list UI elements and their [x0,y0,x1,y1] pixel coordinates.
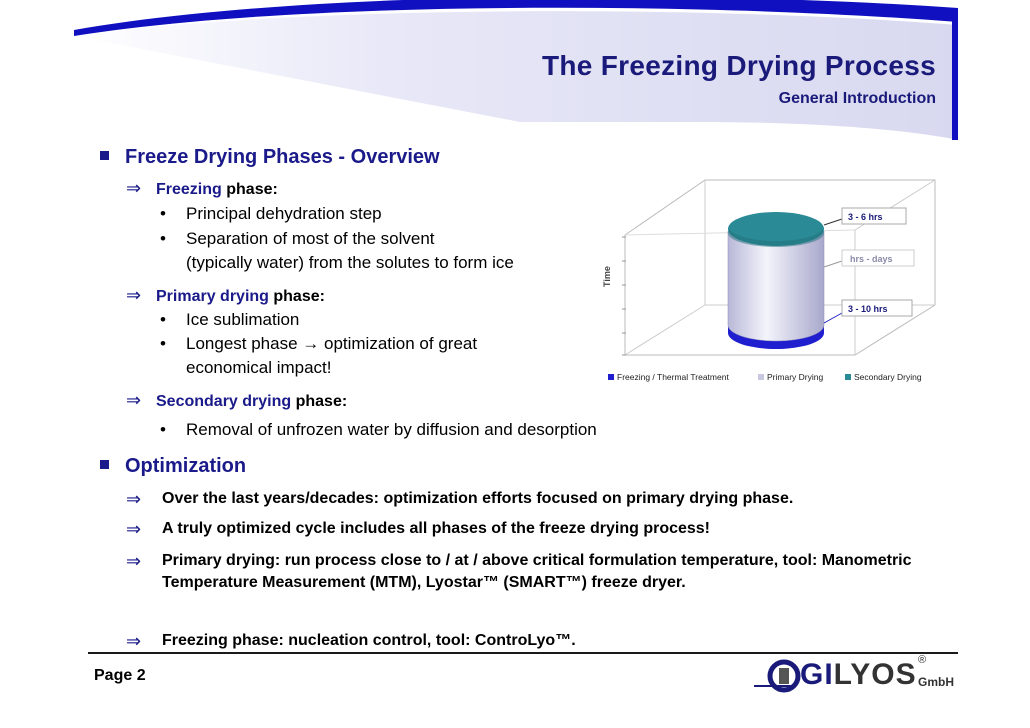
freezing-phase-heading: ⇒ Freezing phase: [126,178,278,198]
list-item: ⇒ Freezing phase: nucleation control, tool: ControLyo™. [126,631,576,651]
right-arrow-icon: → [302,334,320,353]
legend-primary: Primary Drying [767,372,824,382]
page-number: Page 2 [94,667,146,684]
list-item: • Ice sublimation [160,310,300,329]
logo-text: GILYOS [800,658,917,691]
square-bullet-icon [100,151,109,160]
secondary-drying-face [729,213,823,241]
list-item: ⇒ Over the last years/decades: optimization efforts focused on primary drying phase. [126,489,794,509]
annotation-primary: hrs - days [850,254,893,264]
list-item: • Longest phase → optimization of great [160,334,478,353]
legend-swatch-primary [758,374,764,380]
section-heading-overview: Freeze Drying Phases - Overview [100,146,440,169]
annotation-leader [824,219,842,225]
list-item: ⇒ Primary drying: run process close to / at / above critical formulation temperature, tool: Manometric Temperature Measurement (MTM), Lyostar™ (SMART™) freeze dryer. [126,551,912,591]
annotation-leader [824,261,842,267]
y-axis-label: Time [602,266,612,287]
logo-registered: ® [918,654,927,666]
list-item-continuation: (typically water) from the solutes to form ice [186,253,514,272]
page-subtitle: General Introduction [778,90,936,107]
phase-cylinder-chart [590,175,940,390]
primary-drying-segment [728,231,824,341]
legend-secondary: Secondary Drying [854,372,922,382]
list-item: • Removal of unfrozen water by diffusion and desorption [160,420,597,439]
implies-arrow-icon: ⇒ [126,285,142,305]
annotation-freezing: 3 - 10 hrs [848,304,888,314]
primary-phase-heading: ⇒ Primary drying phase: [126,285,325,305]
list-item: ⇒ A truly optimized cycle includes all phases of the freeze drying process! [126,519,711,539]
annotation-secondary: 3 - 6 hrs [848,212,883,222]
legend-swatch-freezing [608,374,614,380]
list-item: • Principal dehydration step [160,204,382,223]
implies-arrow-icon: ⇒ [126,178,142,198]
legend-swatch-secondary [845,374,851,380]
logo-gmbh: GmbH [918,675,954,689]
annotation-leader [824,313,842,323]
page-title: The Freezing Drying Process [542,50,936,81]
implies-arrow-icon: ⇒ [126,390,142,410]
implies-arrow-icon: ⇒ [126,631,142,651]
secondary-phase-heading: ⇒ Secondary drying phase: [126,390,348,410]
chart-edge [625,305,705,355]
section-heading-optimization: Optimization [100,455,246,478]
legend-freezing: Freezing / Thermal Treatment [617,372,729,382]
list-item-continuation: economical impact! [186,358,332,377]
implies-arrow-icon: ⇒ [126,551,142,571]
square-bullet-icon [100,460,109,469]
list-item: • Separation of most of the solvent [160,229,435,248]
implies-arrow-icon: ⇒ [126,519,142,539]
implies-arrow-icon: ⇒ [126,489,142,509]
